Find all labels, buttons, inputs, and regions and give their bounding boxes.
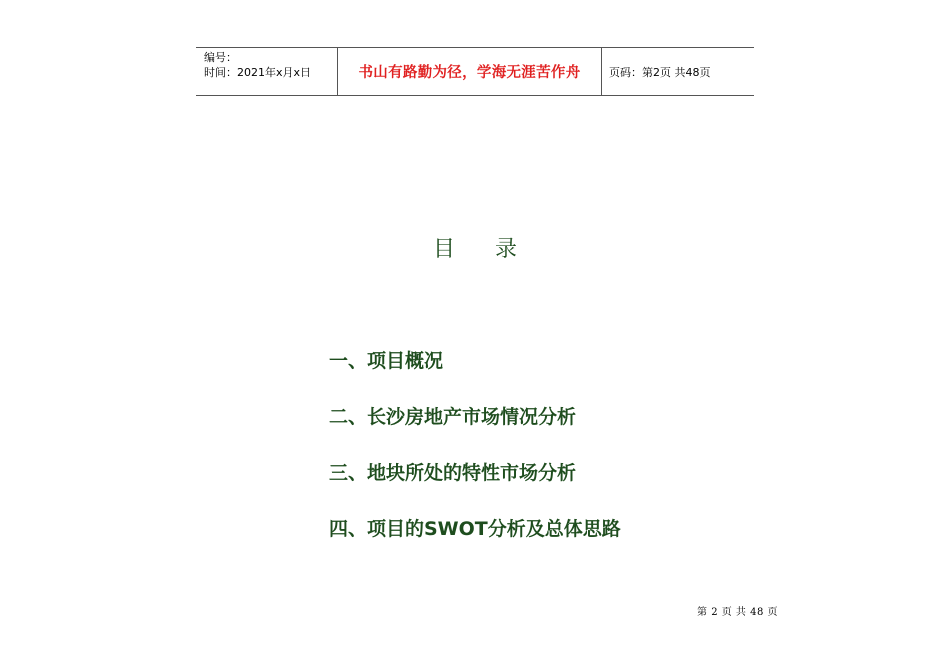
toc-item-swot-analysis[interactable]: 四、项目的SWOT分析及总体思路 xyxy=(329,518,621,540)
toc-item-site-analysis[interactable]: 三、地块所处的特性市场分析 xyxy=(329,462,577,484)
page-header xyxy=(196,47,754,96)
header-motto: 书山有路勤为径，学海无涯苦作舟 xyxy=(338,48,602,95)
header-page-code: 页码：第2页 共48页 xyxy=(609,65,711,79)
header-meta xyxy=(196,48,338,95)
toc-title-char-2: 录 xyxy=(495,237,518,262)
toc-item-market-analysis[interactable]: 二、长沙房地产市场情况分析 xyxy=(329,406,577,428)
toc-list xyxy=(329,344,621,568)
toc-title xyxy=(0,232,950,263)
page-footer: 第 2 页 共 48 页 xyxy=(697,607,778,618)
toc-item-project-overview[interactable]: 一、项目概况 xyxy=(329,350,444,372)
document-number-label: 编号： xyxy=(204,51,237,64)
toc-title-char-1: 目 xyxy=(432,237,455,262)
document-time-label: 时间：2021年x月x日 xyxy=(204,66,312,79)
